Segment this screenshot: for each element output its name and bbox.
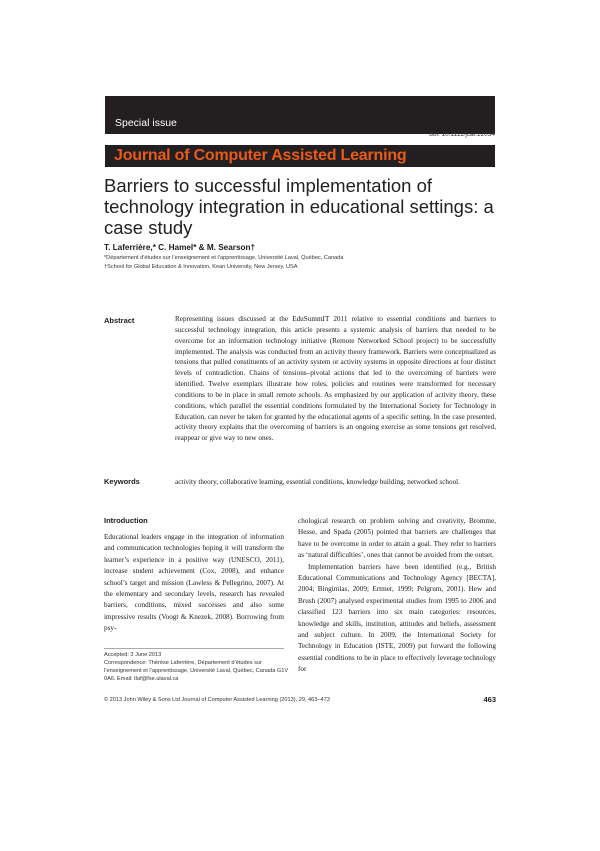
- page-footer: © 2013 John Wiley & Sons Ltd Journal of Computer Assisted Learning (2013), 29, 463–473: [104, 697, 330, 703]
- article-title: Barriers to successful implementation of technology integration in educational settings: a case study: [104, 175, 494, 238]
- abstract-label: Abstract: [104, 316, 135, 325]
- keywords-label: Keywords: [104, 477, 140, 486]
- notes-divider: [104, 648, 284, 649]
- article-notes: [104, 651, 294, 683]
- section-label: Special issue: [115, 117, 177, 129]
- abstract-text: Representing issues discussed at the EduSummIT 2011 relative to essential conditions and barriers to successful technology integration, this article presents a systemic analysis of barriers that needed to be overcome for an information technology initiative (Remote Networked School project) to be successfully implemented. The analysis was conducted from an activity theory framework. Barriers were conceptualized as tensions that pulled constituents of an activity system or activity systems in opposite directions at four distinct levels of contradiction. Chains of tensions–pivotal actions that led to the overcoming of barriers were identified. Twelve exemplars illustrate how roles, policies and routines were transformed for necessary conditions to be in place in small remote schools. As emphasized by our application of activity theory, these conditions, which parallel the essential conditions formulated by the International Society for Technology in Education, can never be taken for granted by the educational agents of a specific setting. In the case presented, activity theory explains that the overcoming of barriers is an ongoing exercise as some tensions get resolved, reappear or give way to new ones.: [175, 315, 496, 443]
- authors: T. Laferrière,* C. Hamel* & M. Searson†: [104, 243, 256, 252]
- affiliation-1: *Département d’études sur l’enseignement et l’apprentissage, Université Laval, Québec, Canada: [104, 255, 344, 261]
- accepted-date: Accepted: 3 June 2013: [104, 652, 162, 658]
- keywords-text: activity theory, collaborative learning, essential conditions, knowledge building, networked school.: [175, 478, 460, 486]
- correspondence: Correspondence: Thérèse Laferrière, Département d’études sur l’enseignement et l’apprentissage, Université Laval, Québec, Canada G1V 0A6. Email: tlaf@fse.ulaval.ca: [104, 660, 289, 683]
- intro-paragraph-3: Implementation barriers have been identified (e.g., British Educational Communications and Technology Agency [BECTA], 2004; Bingimlas, 2009; Ertmer, 1999; Pelgrum, 2001). Hew and Brush (2007) analysed experimental studies from 1995 to 2006 and classified 123 barriers into six main categories: resources, knowledge and skills, institution, attitudes and beliefs, assessment and subject culture. In 2009, the International Society for Technology in Education (ISTE, 2009) put forward the following essential conditions to be in place to effectively leverage technology for: [298, 562, 496, 674]
- journal-title: Journal of Computer Assisted Learning: [114, 147, 407, 164]
- introduction-heading: Introduction: [104, 516, 148, 525]
- page-number: 463: [483, 695, 496, 704]
- intro-left-column: [104, 532, 284, 635]
- intro-right-column: [298, 516, 496, 676]
- affiliation-2: †School for Global Education & Innovation, Kean University, New Jersey, USA: [104, 264, 298, 270]
- doi[interactable]: doi: 10.1111/jcal.12034: [429, 131, 495, 138]
- intro-paragraph-2: chological research on problem solving and creativity, Bromme, Hesse, and Spada (2005) pointed that barriers are challenges that have to be overcome in order to attain a goal. They refer to barriers as ‘natural difficulties’, ones that cannot be avoided from the outset.: [298, 517, 496, 560]
- intro-paragraph-1: Educational leaders engage in the integration of information and communication technologies hoping it will transform the learner’s experience in a positive way (UNESCO, 2011), increase student achievement (Cox, 2008), and enhance school’s target and mission (Lawless & Pellegrino, 2007). At the elementary and secondary levels, research has revealed barriers, conditions, mixed successes and also some impressive results (Voogt & Knezek, 2008). Borrowing from psy-: [104, 533, 284, 633]
